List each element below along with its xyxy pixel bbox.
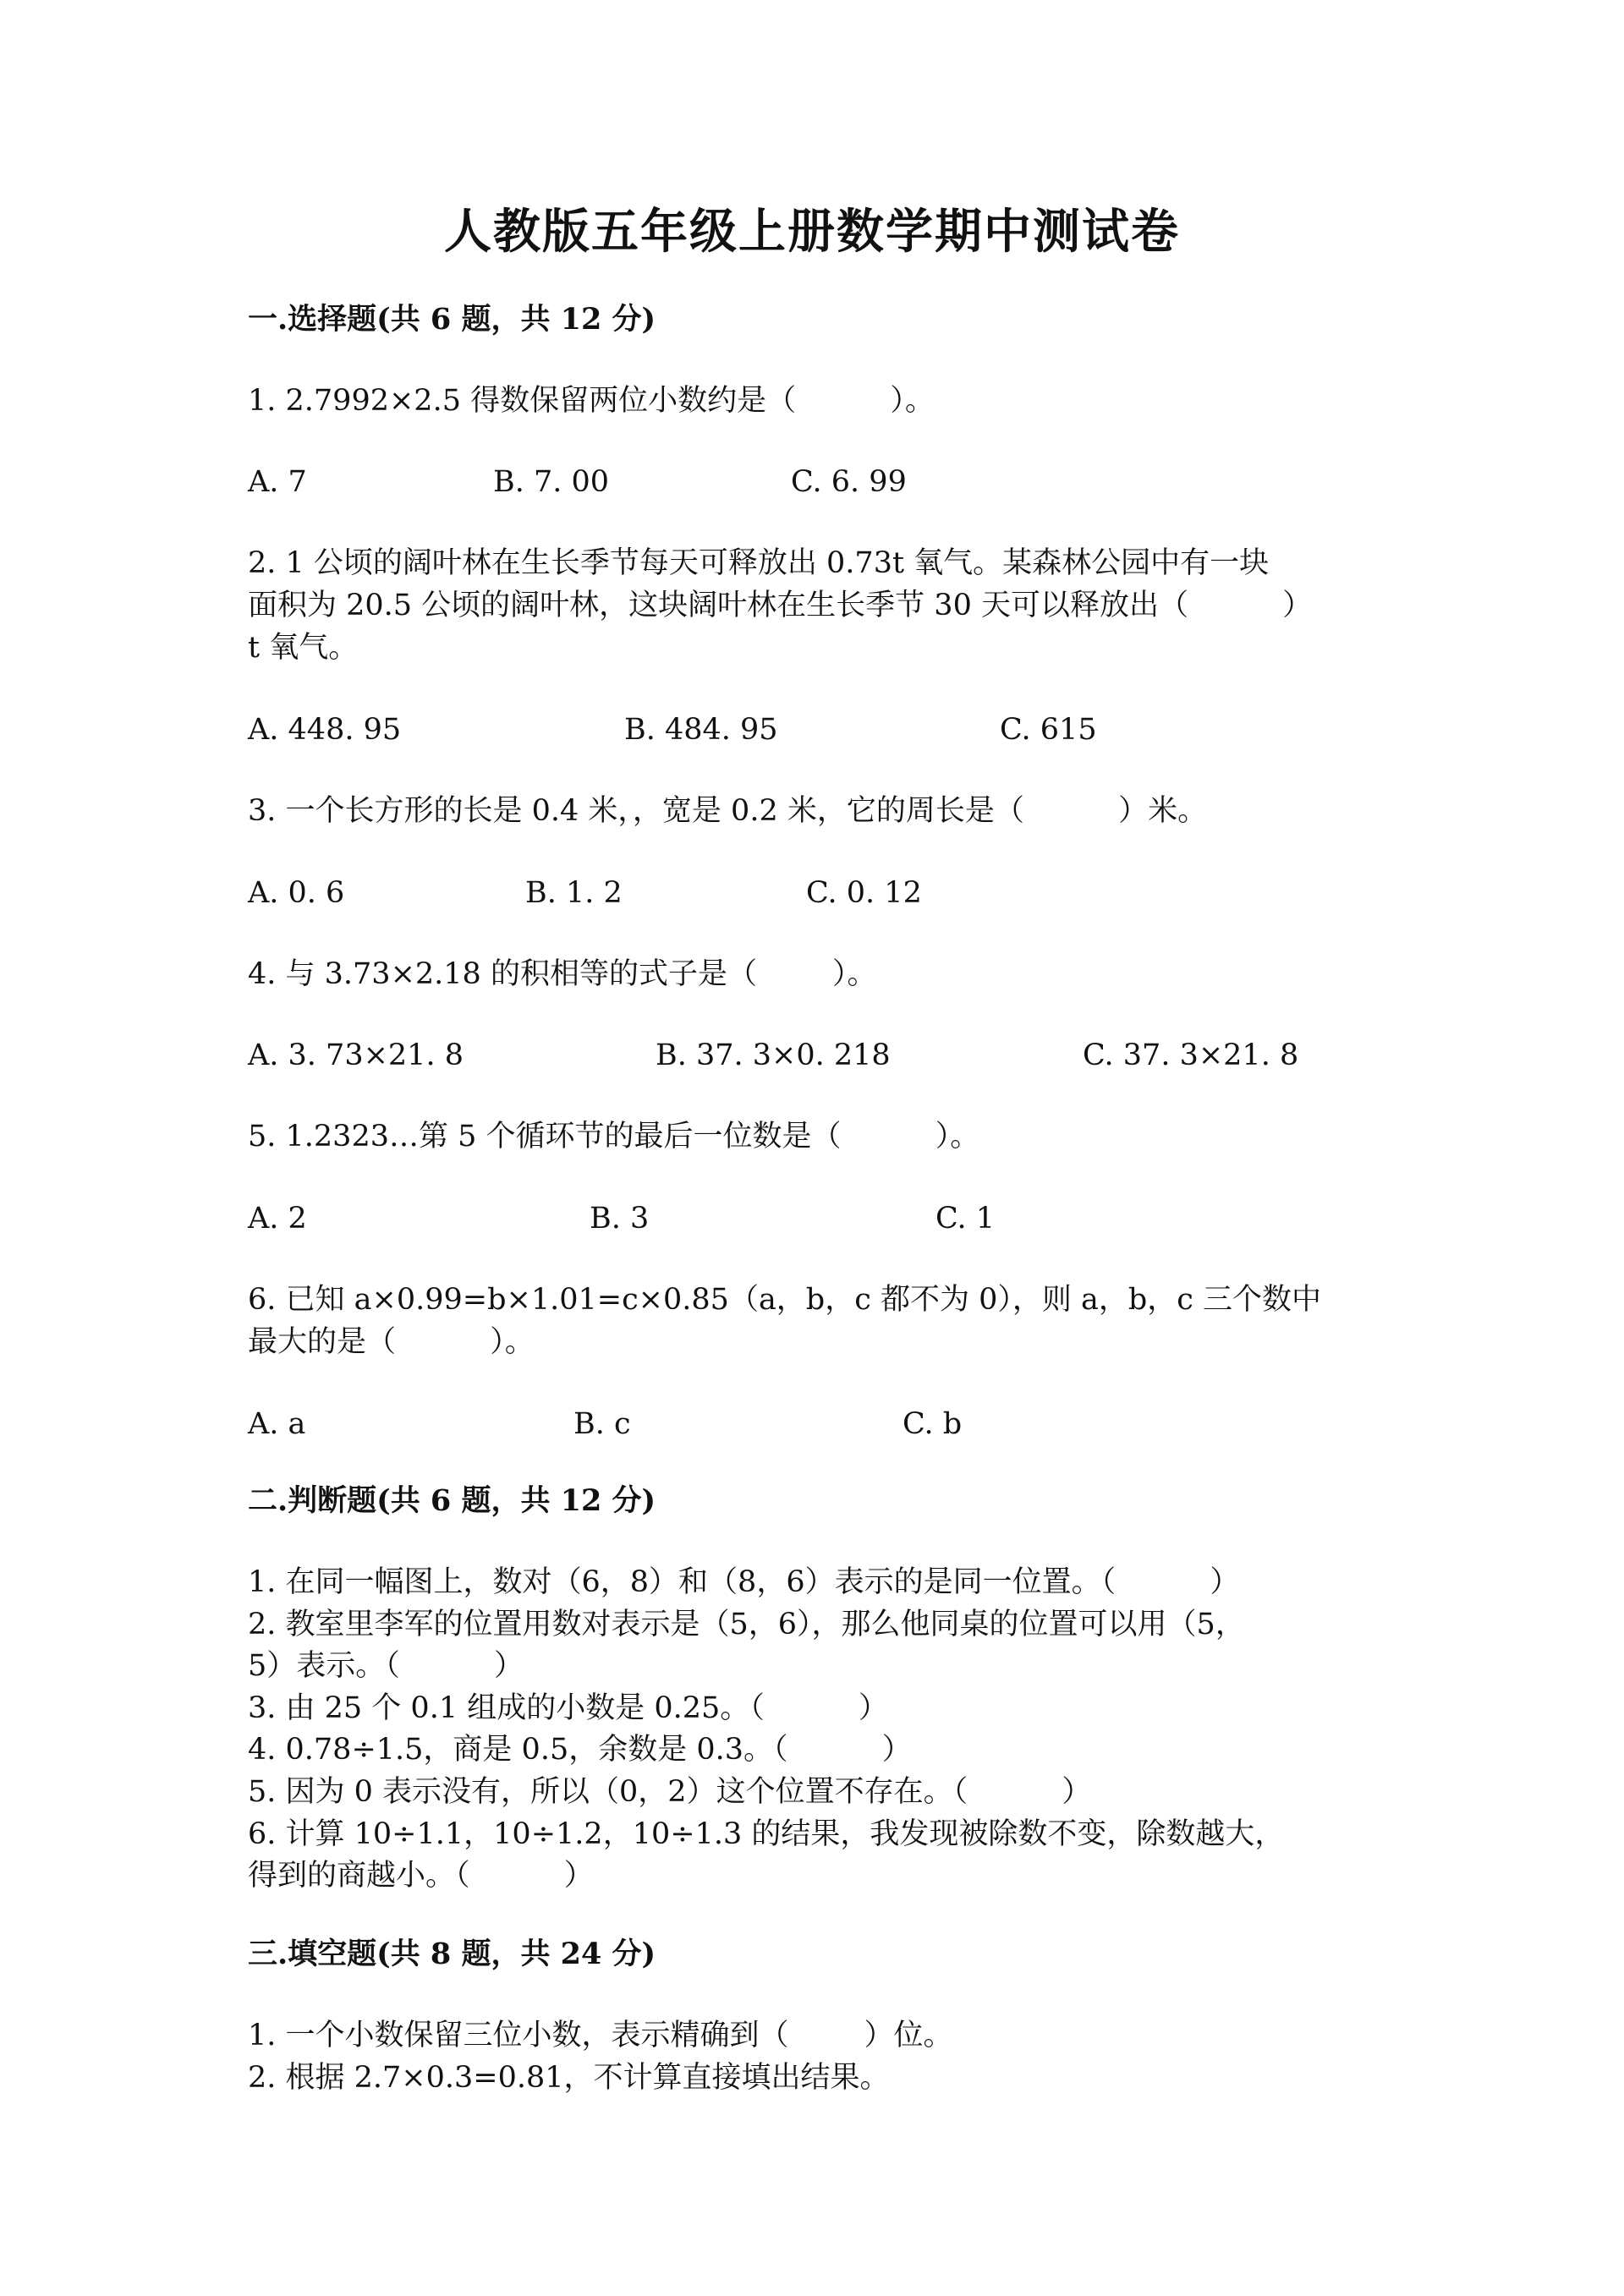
option-b: B. c	[573, 1407, 631, 1441]
question-text: 面积为 20.5 公顷的阔叶林，这块阔叶林在生长季节 30 天可以释放出（ ）	[248, 589, 1313, 622]
fill-line: 1. 一个小数保留三位小数，表示精确到（ ）位。	[248, 2019, 953, 2052]
option-a: A. 7	[248, 465, 307, 499]
option-b: B. 37. 3×0. 218	[656, 1038, 891, 1072]
section-heading-judgment: 二.判断题(共 6 题，共 12 分)	[248, 1483, 656, 1518]
option-c: C. 1	[935, 1202, 996, 1236]
judgment-line: 1. 在同一幅图上，数对（6，8）和（8，6）表示的是同一位置。（ ）	[248, 1565, 1240, 1599]
fill-line: 2. 根据 2.7×0.3=0.81，不计算直接填出结果。	[248, 2061, 890, 2095]
question-text: 5. 1.2323…第 5 个循环节的最后一位数是（ ）。	[248, 1120, 980, 1153]
question-text: 1. 2.7992×2.5 得数保留两位小数约是（ ）。	[248, 384, 935, 418]
option-a: A. 0. 6	[248, 876, 345, 910]
judgment-line: 6. 计算 10÷1.1，10÷1.2，10÷1.3 的结果，我发现被除数不变，除数越大，	[248, 1817, 1285, 1851]
option-a: A. 3. 73×21. 8	[248, 1038, 464, 1072]
section-heading-fill: 三.填空题(共 8 题，共 24 分)	[248, 1937, 656, 1971]
option-a: A. a	[248, 1407, 306, 1441]
judgment-line: 3. 由 25 个 0.1 组成的小数是 0.25。（ ）	[248, 1691, 889, 1725]
option-b: B. 3	[590, 1202, 650, 1236]
option-c: C. 37. 3×21. 8	[1083, 1038, 1299, 1072]
option-b: B. 1. 2	[525, 876, 623, 910]
option-c: C. 615	[1000, 713, 1097, 747]
judgment-line: 得到的商越小。（ ）	[248, 1859, 594, 1893]
option-c: C. b	[903, 1407, 963, 1441]
option-a: A. 2	[248, 1202, 307, 1236]
question-text: 3. 一个长方形的长是 0.4 米，，宽是 0.2 米，它的周长是（ ）米。	[248, 794, 1208, 828]
judgment-line: 4. 0.78÷1.5，商是 0.5，余数是 0.3。（ ）	[248, 1733, 912, 1767]
question-text: 2. 1 公顷的阔叶林在生长季节每天可释放出 0.73t 氧气。某森林公园中有一块	[248, 546, 1270, 580]
question-text: 最大的是（ ）。	[248, 1325, 535, 1359]
question-text: 6. 已知 a×0.99=b×1.01=c×0.85（a，b，c 都不为 0），则 a，b，c 三个数中	[248, 1283, 1321, 1317]
option-c: C. 0. 12	[806, 876, 922, 910]
judgment-line: 5. 因为 0 表示没有，所以（0，2）这个位置不存在。（ ）	[248, 1775, 1092, 1809]
option-b: B. 7. 00	[493, 465, 610, 499]
option-c: C. 6. 99	[791, 465, 907, 499]
section-heading-choice: 一.选择题(共 6 题，共 12 分)	[248, 302, 656, 337]
option-b: B. 484. 95	[624, 713, 778, 747]
question-text: t 氧气。	[248, 631, 359, 665]
page-title: 人教版五年级上册数学期中测试卷	[444, 204, 1180, 260]
question-text: 4. 与 3.73×2.18 的积相等的式子是（ ）。	[248, 957, 877, 991]
judgment-line: 5）表示。（ ）	[248, 1649, 524, 1683]
option-a: A. 448. 95	[248, 713, 402, 747]
judgment-line: 2. 教室里李军的位置用数对表示是（5，6），那么他同桌的位置可以用（5，	[248, 1608, 1245, 1641]
